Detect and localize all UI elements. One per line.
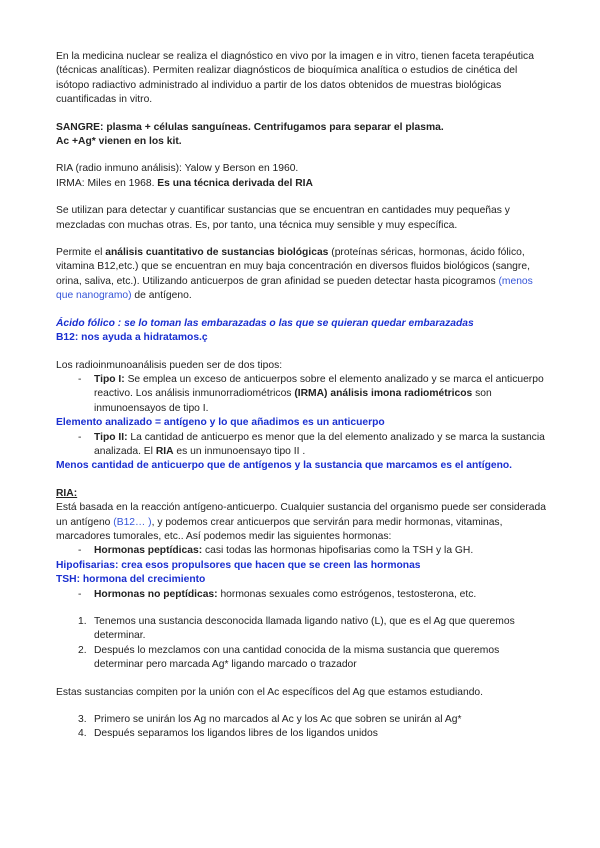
ria-text-2: , y podemos crear anticuerpos que servirán para medir hormonas, vitaminas, marcadores tumorales, etc.. Así podemos medir las siguientes hormonas: xyxy=(56,516,503,542)
tipo-1-bold: (IRMA) análisis imona radiométricos xyxy=(294,388,473,400)
tipo-2-text-1: La cantidad de anticuerpo es menor que la del elemento analizado y se marca la sustancia analizada. El xyxy=(94,431,545,457)
analysis-paragraph xyxy=(56,246,548,304)
tipo-2-label: Tipo II: xyxy=(94,431,128,443)
no-peptidicas-label: Hormonas no peptídicas: xyxy=(94,588,218,600)
dash-marker: - xyxy=(78,431,82,443)
menos-cantidad-note: Menos cantidad de anticuerpo que de antígenos y la sustancia que marcamos es el antígeno. xyxy=(56,460,513,472)
no-peptidicas-text: hormonas sexuales como estrógenos, testosterona, etc. xyxy=(217,588,477,600)
list-number: 2. xyxy=(78,644,87,656)
list-item-text: Después lo mezclamos con una cantidad conocida de la misma sustancia que queremos determinar pero marcada Ag* ligando marcado o trazador xyxy=(94,644,500,671)
compiten-paragraph: Estas sustancias compiten por la unión con el Ac específicos del Ag que estamos estudiando. xyxy=(56,686,484,698)
analysis-middle: (proteínas séricas, hormonas, ácido fólico, vitamina B12,etc.) que se encuentran en muy baja concentración en diversos fluidos biológicos (sangre, orina, saliva, etc.). Utilizando anticuerpos de gran afinidad se pueden detectar hasta picogramos xyxy=(56,247,530,287)
nanogramo-link[interactable]: (menos que nanogramo) xyxy=(56,275,533,302)
tipo-1-text-1: Se emplea un exceso de anticuerpos sobre el elemento analizado y se marca el anticuerpo reactivo. Los análisis inmunorradiométricos xyxy=(94,373,544,400)
peptidicas-text: casi todas las hormonas hipofisarias como la TSH y la GH. xyxy=(202,545,474,557)
analysis-prefix: Permite el xyxy=(56,247,106,259)
hipofisarias-note: Hipofisarias: crea esos propulsores que hacen que se creen las hormonas xyxy=(56,559,421,571)
ria-text-1: Está basada en la reacción antígeno-anticuerpo. Cualquier sustancia del organismo puede ser considerada un antígeno xyxy=(56,502,546,528)
ria-heading: RIA: xyxy=(56,487,78,499)
tipo-1-label: Tipo I: xyxy=(94,373,125,385)
b12-note: B12: nos ayuda a hidratamos.ç xyxy=(56,332,208,344)
sangre-line-1: SANGRE: plasma + células sanguíneas. Centrifugamos para separar el plasma. xyxy=(56,121,444,133)
hormonas-no-peptidicas-item xyxy=(56,588,548,602)
list-item-text: Tenemos una sustancia desconocida llamada ligando nativo (L), que es el Ag que queremos determinar. xyxy=(94,616,515,642)
acido-folico-note: Ácido fólico : se lo toman las embarazadas o las que se quieran quedar embarazadas xyxy=(56,317,474,329)
list-item xyxy=(56,644,548,673)
list-item-text: Después separamos los ligandos libres de los ligandos unidos xyxy=(94,728,378,740)
tipo-1-item xyxy=(56,373,548,416)
list-number: 4. xyxy=(78,728,87,740)
tipo-2-item xyxy=(56,431,548,460)
tipo-1-text-2: son inmunoensayos de tipo I. xyxy=(94,388,492,414)
dash-marker: - xyxy=(78,588,82,600)
elemento-analizado-note: Elemento analizado = antígeno y lo que añadimos es un anticuerpo xyxy=(56,417,385,429)
list-item xyxy=(56,615,548,644)
list-item-text: Primero se unirán los Ag no marcados al Ac y los Ac que sobren se unirán al Ag* xyxy=(94,714,462,726)
types-intro: Los radioinmunoanálisis pueden ser de dos tipos: xyxy=(56,359,283,371)
list-number: 1. xyxy=(78,616,87,627)
list-number: 3. xyxy=(78,714,87,726)
irma-bold: Es una técnica derivada del RIA xyxy=(157,177,313,189)
tipo-2-text-2: es un inmunoensayo tipo II . xyxy=(173,445,306,457)
intro-paragraph: En la medicina nuclear se realiza el diagnóstico en vivo por la imagen e in vitro, tienen faceta terapéutica (técnicas analíticas). Permiten realizar diagnósticos de bioquímica analítica o estudios de cinética del isótopo radiactivo administrado al individuo a partir de los datos obtenidos de muestras biológicas cuantificadas in vitro. xyxy=(56,51,534,106)
dash-marker: - xyxy=(78,373,82,385)
dash-marker: - xyxy=(78,545,82,557)
ria-history-line: RIA (radio inmuno análisis): Yalow y Berson en 1960. xyxy=(56,163,299,175)
hormonas-peptidicas-item xyxy=(56,544,548,558)
peptidicas-label: Hormonas peptídicas: xyxy=(94,545,203,557)
analysis-bold: análisis cuantitativo de sustancias biológicas xyxy=(105,247,329,259)
tipo-2-bold: RIA xyxy=(155,445,174,457)
document-page xyxy=(56,50,548,742)
list-item xyxy=(56,713,548,727)
tsh-note: TSH: hormona del crecimiento xyxy=(56,574,206,586)
sangre-line-2: Ac +Ag* vienen en los kit. xyxy=(56,136,182,148)
analysis-suffix: de antígeno. xyxy=(131,290,192,302)
usage-paragraph: Se utilizan para detectar y cuantificar sustancias que se encuentran en cantidades muy pequeñas y mezcladas con muchas otras. Es, por tanto, una técnica muy sensible y muy específica. xyxy=(56,205,510,231)
ria-paragraph xyxy=(56,501,548,544)
list-item xyxy=(56,727,548,741)
irma-history-line xyxy=(56,177,548,191)
irma-prefix: IRMA: Miles en 1968. xyxy=(56,177,158,189)
b12-link[interactable]: (B12… ) xyxy=(113,516,152,528)
